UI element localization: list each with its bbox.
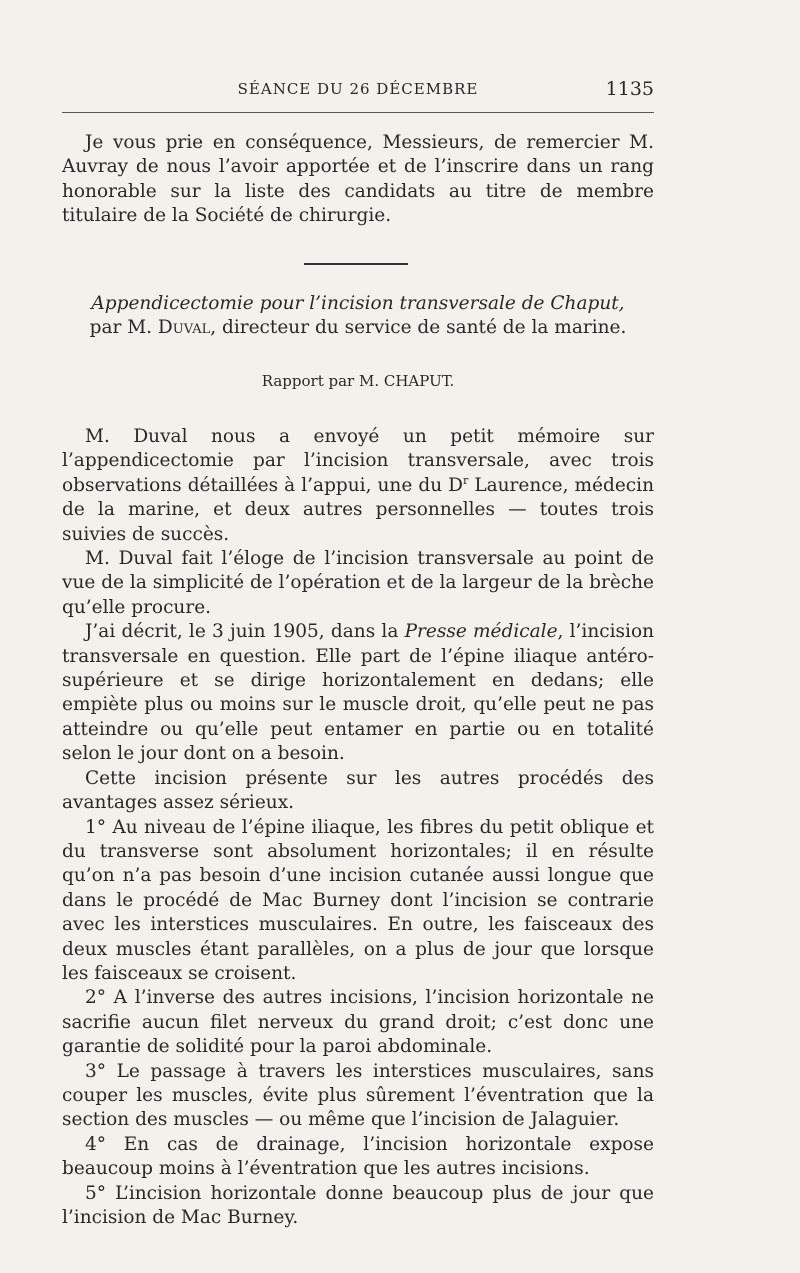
body-paragraph-5: 1° Au niveau de l’épine iliaque, les fibres du petit oblique et du transverse sont absolument horizontales; il en résulte qu’on n’a pas besoin d’une incision cutanée aussi longue que dans le procédé de Mac Burney dont l’incision se contrarie avec les interstices musculaires. En outre, les faisceaux des deux muscles étant parallèles, on a plus de jour que lorsque les faisceaux se croisent.	[62, 816, 654, 984]
byline-prefix: par M.	[89, 317, 153, 338]
p1-superscript: r	[463, 473, 469, 487]
page-number: 1135	[605, 78, 654, 100]
author-name: Duval	[157, 317, 211, 338]
body-paragraph-8: 4° En cas de drainage, l’incision horizontale expose beaucoup moins à l’éventration que les autres incisions.	[62, 1133, 654, 1180]
p1-text-a: M. Duval nous a envoyé un petit mémoire sur l’appendicectomie par l’incision transversale, avec trois observations détaillées à l’appui, une du D	[62, 426, 654, 496]
body-paragraph-6: 2° A l’inverse des autres incisions, l’incision horizontale ne sacrifie aucun filet nerveux du grand droit; c’est donc une garantie de solidité pour la paroi abdominale.	[62, 987, 654, 1058]
section-separator	[304, 263, 408, 265]
body-paragraph-3	[62, 620, 654, 766]
header-rule	[62, 112, 654, 113]
p3-text-b: , l’incision transversale en question. Elle part de l’épine iliaque antéro-supérieure et se dirige horizontalement en dedans; elle empiète plus ou moins sur le muscle droit, qu’elle peut ne pas atteindre ou qu’elle peut entamer en partie ou en totalité selon le jour dont on a besoin.	[62, 621, 655, 765]
body-paragraph-9: 5° L’incision horizontale donne beaucoup plus de jour que l’incision de Mac Burney.	[62, 1182, 654, 1228]
article-title-italic: Appendicectomie pour l’incision transversale de Chaput,	[91, 293, 625, 314]
p3-text-a: J’ai décrit, le 3 juin 1905, dans la	[85, 621, 405, 643]
journal-name: Presse médicale	[404, 621, 558, 643]
intro-block	[62, 131, 654, 229]
article-byline	[62, 316, 654, 340]
report-line: Rapport par M. CHAPUT.	[261, 372, 455, 390]
body-paragraph-7: 3° Le passage à travers les interstices musculaires, sans couper les muscles, évite plus sûrement l’éventration que la section des muscles — ou même que l’incision de Jalaguier.	[62, 1060, 654, 1131]
article-title	[62, 292, 654, 340]
body-paragraph-1	[62, 425, 654, 547]
body-paragraph-4: Cette incision présente sur les autres procédés des avantages assez sérieux.	[62, 767, 654, 814]
intro-paragraph: Je vous prie en conséquence, Messieurs, de remercier M. Auvray de nous l’avoir apportée et de l’inscrire dans un rang honorable sur la liste des candidats au titre de membre titulaire de la Société de chirurgie.	[62, 132, 654, 227]
article-body	[62, 425, 654, 1230]
body-paragraph-2: M. Duval fait l’éloge de l’incision transversale au point de vue de la simplicité de l’opération et de la largeur de la brèche qu’elle procure.	[62, 548, 654, 618]
byline-suffix: , directeur du service de santé de la marine.	[210, 317, 627, 338]
running-title: SÉANCE DU 26 DÉCEMBRE	[237, 80, 479, 98]
page-header	[62, 78, 654, 102]
p1-text-b: Laurence, médecin de la marine, et deux autres personnelles — toutes trois suivies de succès.	[62, 474, 654, 545]
